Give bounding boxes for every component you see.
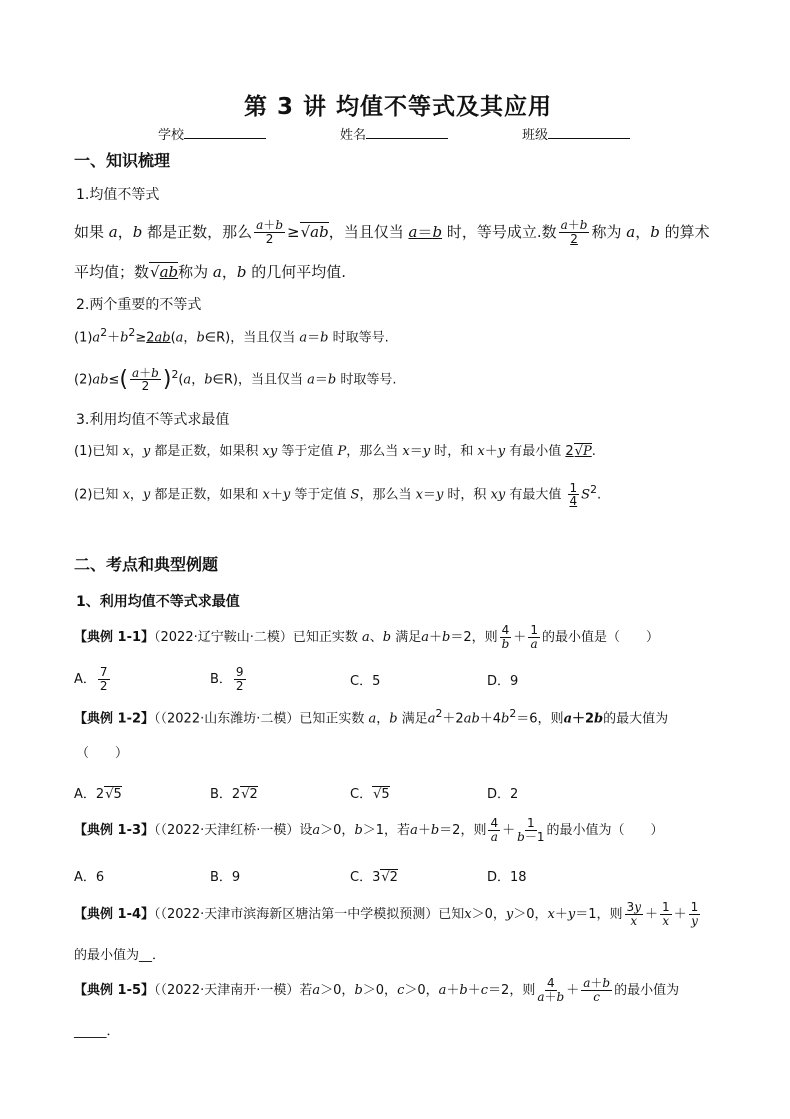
example-1-3-option-a[interactable]: A．6 [74, 870, 105, 885]
example-1-2-option-d[interactable]: D．2 [487, 787, 519, 802]
example-1-2-paren: （ ） [76, 746, 129, 761]
class-blank[interactable] [548, 124, 630, 139]
subsection-3-heading: 3.利用均值不等式求最值 [76, 412, 230, 428]
example-1-1-option-a[interactable]: A． $\frac{7}{2}$ [74, 665, 108, 693]
extremum-rule-1: (1)已知 x，y 都是正数，如果积 xy 等于定值 P，那么当 x＝y 时，和 x＋y 有最小值 2√P. [74, 444, 596, 459]
example-1-1-option-b[interactable]: B． $\frac{9}{2}$ [210, 665, 244, 693]
fraction: $\frac{1}{a}$ [530, 623, 538, 651]
extremum-rule-2: (2)已知 x，y 都是正数，如果和 x＋y 等于定值 S，那么当 x＝y 时，积 xy 有最大值 $\frac{1}{4}$ $S^2$. [74, 480, 602, 509]
example-1-4: 【典例 1-4】（（2022·天津市滨海新区塘沽第一中学模拟预测）已知x＞0，y＞0，x＋y＝1，则 $\frac{3y}{x}$ ＋ $\frac{1}{x}$ ＋ $\frac{1}{y}$ [74, 900, 699, 928]
inequality-1: $(1)a^2+b^2\ge 2ab(a$，b∈R)，当且仅当 a＝b 时取等号. [74, 326, 389, 346]
fraction: $\frac{1}{b-1}$ [517, 816, 545, 844]
example-1-2-option-a[interactable]: A．2√5 [74, 787, 122, 802]
inequality-2: (2)ab≤( $\frac{a+b}{2}$ )$^2$(a，b∈R)，当且仅当 a＝b 时取等号. [74, 365, 397, 394]
example-1-3-option-b[interactable]: B．9 [210, 870, 241, 885]
fraction: $\frac{1}{y}$ [690, 900, 699, 928]
example-1-1-option-c[interactable]: C．5 [350, 674, 381, 689]
example-1-4-continued: 的最小值为__． [74, 948, 166, 963]
name-field [340, 124, 448, 143]
fraction: $\frac{1}{4}$ [569, 480, 578, 509]
mean-inequality-line-1: 如果 a，b 都是正数，那么 $\frac{a+b}{2}$ ≥√ab，当且仅当 a＝b 时，等号成立.数 $\frac{a+b}{2}$ 称为 a，b 的算术 [74, 218, 710, 246]
section-1-heading: 一、知识梳理 [74, 151, 171, 170]
example-1-5: 【典例 1-5】（（2022·天津南开·一模）若a＞0，b＞0，c＞0，a＋b＋c＝2，则 $\frac{4}{a+b}$ ＋ $\frac{a+b}{c}$ 的最小值为 [74, 976, 680, 1004]
example-1-2: 【典例 1-2】（（2022·山东潍坊·二模）已知正实数 a，b 满足$a^2+2ab+4b^2=6$，则a＋2b的最大值为 [74, 707, 669, 727]
example-1-2-option-b[interactable]: B．2√2 [210, 787, 258, 802]
section-2-heading: 二、考点和典型例题 [74, 555, 219, 574]
example-1-3: 【典例 1-3】（（2022·天津红桥·一模）设a＞0，b＞1，若a＋b＝2，则 $\frac{4}{a}$ ＋ $\frac{1}{b-1}$ 的最小值为（ ） [74, 816, 664, 844]
example-1-1: 【典例 1-1】（2022·辽宁鞍山·二模）已知正实数 a、b 满足a＋b＝2，则 $\frac{4}{b}$ ＋ $\frac{1}{a}$ 的最小值是（ ） [74, 623, 659, 651]
class-field [522, 124, 630, 143]
fraction: $\frac{a+b}{2}$ [132, 365, 159, 394]
school-field [158, 124, 266, 143]
school-blank[interactable] [184, 124, 266, 139]
subsection-2-heading: 2.两个重要的不等式 [76, 297, 202, 313]
page-title: 第 3 讲 均值不等式及其应用 [244, 94, 553, 120]
fraction: $\frac{a+b}{2}$ [560, 218, 588, 246]
name-blank[interactable] [366, 124, 448, 139]
fraction: $\frac{7}{2}$ [99, 665, 108, 693]
class-label: 班级 [522, 128, 549, 143]
fraction: $\frac{3y}{x}$ [626, 900, 641, 928]
fraction: $\frac{a+b}{2}$ [256, 218, 283, 246]
example-1-2-option-c[interactable]: C．√5 [350, 787, 390, 802]
example-1-3-option-c[interactable]: C．3√2 [350, 870, 398, 885]
fraction: $\frac{4}{a}$ [490, 816, 499, 844]
subsection-1-heading: 1.均值不等式 [76, 187, 160, 203]
fraction: $\frac{9}{2}$ [235, 665, 244, 693]
topic-heading: 1、利用均值不等式求最值 [76, 594, 240, 610]
name-label: 姓名 [340, 128, 367, 143]
fraction: $\frac{a+b}{c}$ [583, 976, 611, 1004]
fraction: $\frac{4}{b}$ [501, 623, 510, 651]
example-1-3-option-d[interactable]: D．18 [487, 870, 527, 885]
example-1-1-option-d[interactable]: D．9 [487, 674, 519, 689]
school-label: 学校 [158, 128, 185, 143]
mean-inequality-line-2: 平均值；数√ab称为 a，b 的几何平均值. [74, 263, 347, 281]
fraction: $\frac{1}{x}$ [661, 900, 670, 928]
example-1-5-blank[interactable]: _____． [74, 1024, 120, 1039]
fraction: $\frac{4}{a+b}$ [537, 976, 565, 1004]
